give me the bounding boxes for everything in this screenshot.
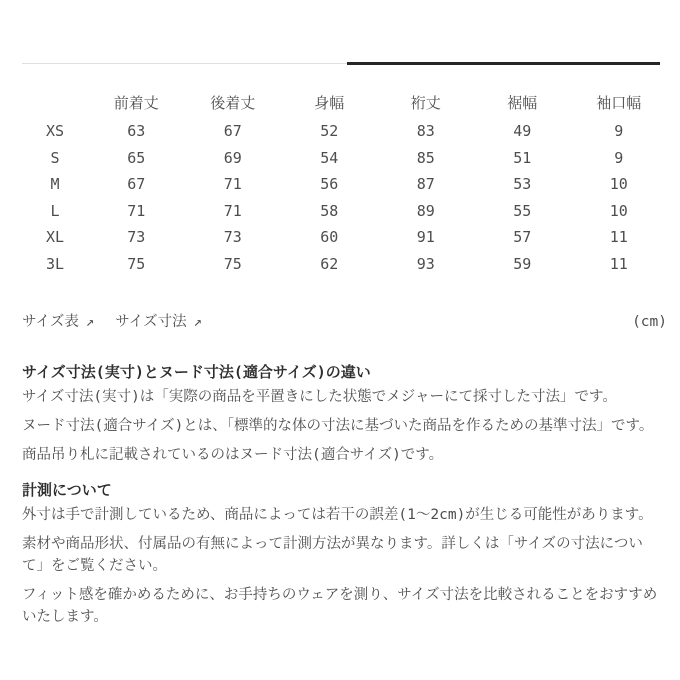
size-guide-page (0, 62, 680, 628)
size-value: 11 (609, 228, 628, 247)
size-value: 71 (223, 175, 242, 194)
external-link-arrow-icon: ↗ (193, 314, 203, 330)
column-header-sleeve-length: 裄丈 (410, 94, 441, 112)
links-row (22, 311, 667, 333)
size-chart-link-label: サイズ表 (22, 314, 79, 330)
paragraph-fit-advice: フィット感を確かめるために、お手持ちのウェアを測り、サイズ寸法を比較されることをおすすめいたします。 (22, 587, 658, 625)
size-value: 62 (320, 254, 339, 273)
column-header-hem-width: 裾幅 (507, 94, 538, 112)
size-value: 67 (127, 175, 146, 194)
size-value: 10 (609, 201, 628, 220)
size-value: 53 (513, 175, 532, 194)
column-header-body-width: 身幅 (314, 94, 345, 112)
size-label: S (50, 148, 60, 167)
size-value: 52 (320, 122, 339, 141)
unit-label: (cm) (632, 314, 667, 330)
size-value: 73 (127, 228, 146, 247)
size-label: XL (45, 228, 65, 247)
size-value: 49 (513, 122, 532, 141)
size-value: 60 (320, 228, 339, 247)
size-value: 71 (127, 201, 146, 220)
size-label: L (50, 201, 60, 220)
size-value: 55 (513, 201, 532, 220)
size-value: 9 (614, 148, 624, 167)
column-header-back-length: 後着丈 (210, 94, 256, 112)
column-header-empty (22, 87, 88, 118)
size-value: 58 (320, 201, 339, 220)
paragraph-actual-size: サイズ寸法(実寸)は「実際の商品を平置きにした状態でメジャーにて採寸した寸法」です。 (22, 389, 617, 405)
size-label: XS (45, 122, 65, 141)
column-header-cuff-width: 袖口幅 (596, 94, 642, 112)
size-value: 56 (320, 175, 339, 194)
size-measurements-link-label: サイズ寸法 (115, 314, 187, 330)
size-value: 75 (223, 254, 242, 273)
size-value: 87 (416, 175, 435, 194)
size-value: 59 (513, 254, 532, 273)
size-value: 9 (614, 122, 624, 141)
size-value: 67 (223, 122, 242, 141)
size-value: 93 (416, 254, 435, 273)
column-header-front-length: 前着丈 (113, 94, 159, 112)
section-heading-difference: サイズ寸法(実寸)とヌード寸法(適合サイズ)の違い (22, 363, 371, 381)
size-label: 3L (45, 254, 65, 273)
size-value: 91 (416, 228, 435, 247)
size-value: 11 (609, 254, 628, 273)
size-value: 51 (513, 148, 532, 167)
size-value: 85 (416, 148, 435, 167)
size-value: 69 (223, 148, 242, 167)
paragraph-tolerance: 外寸は手で計測しているため、商品によっては若干の誤差(1〜2cm)が生じる可能性があります。 (22, 507, 653, 523)
size-value: 71 (223, 201, 242, 220)
size-measurements-link[interactable] (115, 311, 202, 333)
section-heading-measurement: 計測について (22, 481, 112, 499)
size-value: 89 (416, 201, 435, 220)
paragraph-hang-tag: 商品吊り札に記載されているのはヌード寸法(適合サイズ)です。 (22, 447, 444, 463)
size-value: 54 (320, 148, 339, 167)
size-value: 83 (416, 122, 435, 141)
size-value: 75 (127, 254, 146, 273)
size-value: 10 (609, 175, 628, 194)
size-value: 63 (127, 122, 146, 141)
external-link-arrow-icon: ↗ (85, 314, 95, 330)
size-label: M (50, 175, 60, 194)
size-value: 57 (513, 228, 532, 247)
paragraph-nude-size: ヌード寸法(適合サイズ)とは、「標準的な体の寸法に基づいた商品を作るための基準寸法」です。 (22, 418, 654, 434)
size-value: 65 (127, 148, 146, 167)
section-size-difference (22, 361, 660, 466)
table-horizontal-scrollbar[interactable] (22, 62, 660, 66)
size-value: 73 (223, 228, 242, 247)
size-chart-link[interactable] (22, 311, 94, 333)
size-table (22, 87, 667, 277)
section-measurement (22, 479, 660, 628)
paragraph-method: 素材や商品形状、付属品の有無によって計測方法が異なります。詳しくは「サイズの寸法について」をご覧ください。 (22, 536, 643, 574)
scrollbar-thumb[interactable] (347, 62, 660, 65)
